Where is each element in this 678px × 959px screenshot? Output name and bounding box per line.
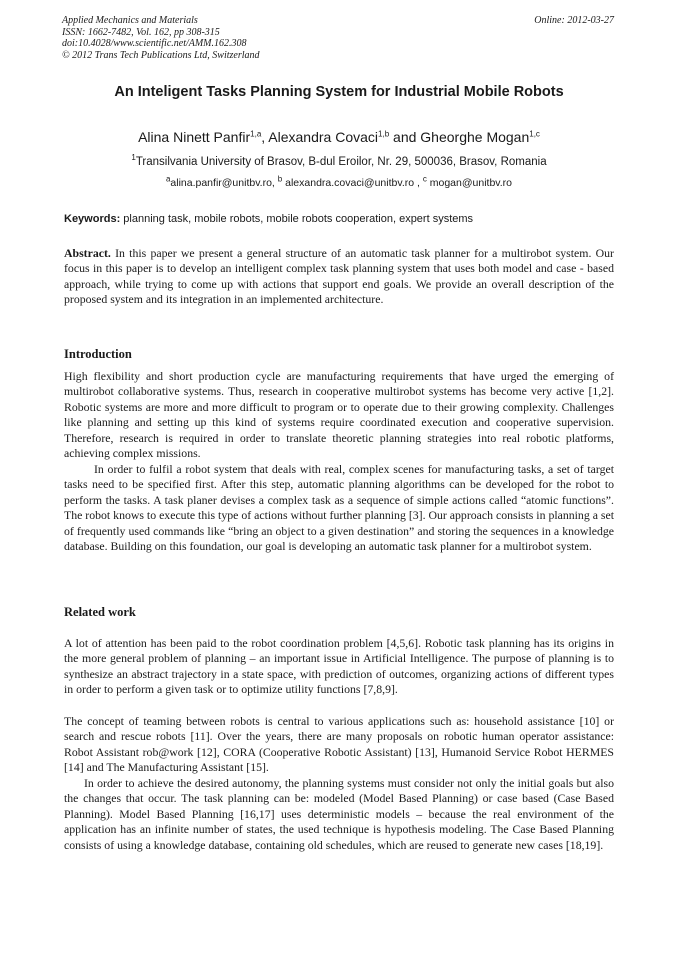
affiliation-text: Transilvania University of Brasov, B-dul Eroilor, Nr. 29, 500036, Brasov, Romania bbox=[135, 156, 547, 168]
journal-doi: doi:10.4028/www.scientific.net/AMM.162.308 bbox=[62, 38, 247, 49]
abstract-label: Abstract. bbox=[64, 246, 111, 260]
paper-title: An Inteligent Tasks Planning System for Industrial Mobile Robots bbox=[114, 84, 564, 100]
paragraph: In order to fulfil a robot system that deals with real, complex scenes for manufacturing tasks, a set of target tasks need to be specified first. After this step, automatic planning algorithms can be developed for the robot to perform the tasks. A task planer devises a complex task as a sequence of simple actions called “atomic functions”. The robot knows to execute this type of actions without further planning [3]. Our approach consists in planning a set of frequently used commands like “bring an object to a given destination” and storing the sequences in a knowledge database. Building on this foundation, our goal is developing an automatic task planner for a multirobot system. bbox=[64, 462, 614, 554]
paragraph: The concept of teaming between robots is central to various applications such as: household assistance [10] or search and rescue robots [11]. Over the years, there are many proposals on robotic human operator assistance: Robot Assistant rob@work [12], CORA (Cooperative Robotic Assistant) [13], Humanoid Service Robot HERMES [14] and The Manufacturing Assistant [15]. bbox=[64, 714, 614, 775]
online-date: Online: 2012-03-27 bbox=[534, 15, 614, 26]
author-superscript: 1,a bbox=[250, 129, 262, 139]
journal-name: Applied Mechanics and Materials bbox=[62, 15, 198, 26]
abstract-text: In this paper we present a general structure of an automatic task planner for a multirobot system. Our focus in this paper is to develop an intelligent complex task planning system that uses both model and case - based approach, while trying to come up with actions that support end goals. We provide an overall description of the proposed system and its integration in an implemented architecture. bbox=[64, 246, 614, 307]
author-name: Alexandra Covaci bbox=[268, 129, 379, 145]
journal-header bbox=[62, 15, 260, 61]
author-separator: and bbox=[389, 129, 421, 145]
author-superscript: 1,b bbox=[378, 129, 390, 139]
author-list bbox=[64, 128, 614, 146]
keywords-text: planning task, mobile robots, mobile robots cooperation, expert systems bbox=[120, 213, 474, 225]
paragraph: High flexibility and short production cycle are manufacturing requirements that have urged the emerging of multirobot collaborative systems. Thus, research in cooperative multirobot systems has become very active [1,2]. Robotic systems are more and more difficult to program or to operate due to their growing complexity. Challenges like planning and setting up this kind of systems require coordinated execution and cooperative supervision. Therefore, research is required in order to translate theoretic planning strategies into real robotic platforms, achieving complex missions. bbox=[64, 369, 614, 461]
email-superscript: b bbox=[277, 174, 283, 184]
section-heading-related-work: Related work bbox=[64, 605, 136, 619]
affiliation bbox=[64, 155, 614, 169]
keywords-label: Keywords: bbox=[64, 213, 121, 225]
email-superscript: c bbox=[422, 174, 427, 184]
author-name: Gheorghe Mogan bbox=[420, 129, 530, 145]
author-emails bbox=[64, 176, 614, 190]
section-heading-introduction: Introduction bbox=[64, 347, 132, 361]
affiliation-superscript: 1 bbox=[131, 153, 136, 163]
abstract bbox=[64, 246, 614, 308]
keywords bbox=[64, 212, 614, 226]
email: mogan@unitbv.ro bbox=[426, 177, 513, 189]
author-separator: , bbox=[261, 129, 269, 145]
author-name: Alina Ninett Panfir bbox=[138, 129, 251, 145]
author-superscript: 1,c bbox=[529, 129, 540, 139]
email-superscript: a bbox=[165, 174, 171, 184]
paragraph: A lot of attention has been paid to the robot coordination problem [4,5,6]. Robotic task planning has its origins in the more general problem of planning – an important issue in Artificial Intelligence. The purpose of planning is to synthesize an abstract trajectory in a state space, with prediction of outcomes, organizing actions of different types in order to perform a given task or to optimize utility functions [7,8,9]. bbox=[64, 636, 614, 697]
journal-copyright: © 2012 Trans Tech Publications Ltd, Switzerland bbox=[62, 49, 260, 61]
paragraph: In order to achieve the desired autonomy, the planning systems must consider not only the initial goals but also the changes that occur. The task planning can be: modeled (Model Based Planning) or case based (Case Based Planning). Model Based Planning [16,17] uses deterministic models – because the real environment of the application has an infinite number of states, the used technique is hypothesis modeling. The Case Based Planning consists of using a knowledge database, containing old schedules, which are reused to generate new cases [18,19]. bbox=[64, 776, 614, 852]
email: alina.panfir@unitbv.ro, bbox=[170, 177, 278, 189]
email: alexandra.covaci@unitbv.ro , bbox=[282, 177, 423, 189]
journal-issn: ISSN: 1662-7482, Vol. 162, pp 308-315 bbox=[62, 26, 220, 38]
